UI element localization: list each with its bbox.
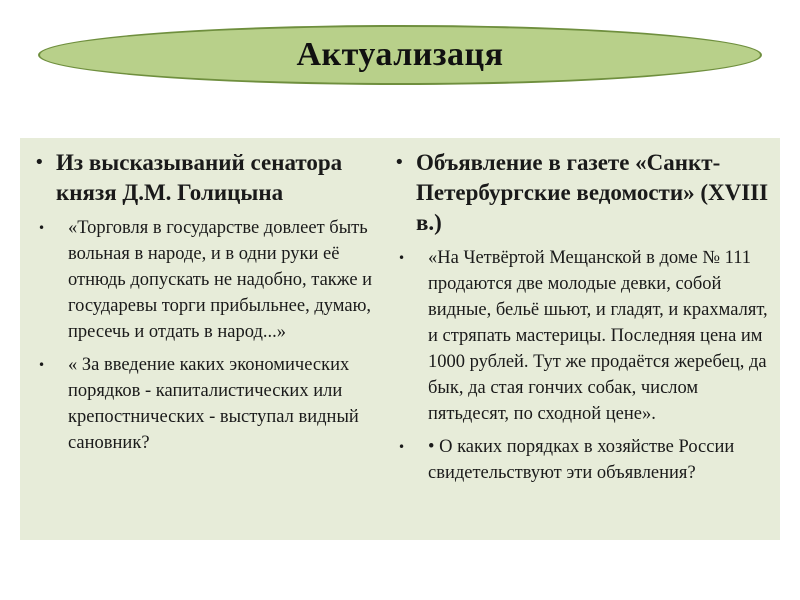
left-column [32, 138, 392, 456]
bullet-icon: • [398, 251, 406, 265]
content-panel [20, 138, 780, 540]
list-item [32, 215, 392, 345]
right-heading-row [392, 148, 772, 238]
left-heading-row [32, 148, 392, 208]
slide-title: Актуализаця [296, 36, 504, 73]
bullet-icon: • [38, 358, 46, 372]
right-column [392, 138, 772, 486]
list-item [392, 434, 772, 486]
bullet-icon: • [38, 221, 46, 235]
bullet-icon: • [394, 152, 405, 173]
left-item-question: « За введение каких экономических порядков - капиталистических или крепостнических - выступал видный сановник? [68, 355, 359, 453]
list-item [32, 352, 392, 456]
bullet-icon: • [34, 152, 45, 173]
right-item-advert: «На Четвёртой Мещанской в доме № 111 продаются две молодые девки, собой видные, бельё шьют, и гладят, и крахмалят, и стряпать мастерицы. Последняя цена им 1000 рублей. Тут же продаётся жеребец, да бык, да стая гончих собак, числом пятьдесят, по сходной цене». [428, 248, 768, 424]
left-heading: Из высказываний сенатора князя Д.М. Голицына [56, 150, 343, 205]
right-item-question: • О каких порядках в хозяйстве России свидетельствуют эти объявления? [428, 437, 735, 483]
list-item [392, 245, 772, 427]
right-heading: Объявление в газете «Санкт-Петербургские ведомости» (XVIII в.) [416, 150, 769, 235]
title-banner [38, 25, 762, 85]
bullet-icon: • [398, 440, 406, 454]
left-item-quote: «Торговля в государстве довлеет быть вольная в народе, и в одни руки её отнюдь допускать не надобно, также и государевы торги прибыльнее, думаю, пресечь и отдать в народ...» [68, 218, 373, 342]
